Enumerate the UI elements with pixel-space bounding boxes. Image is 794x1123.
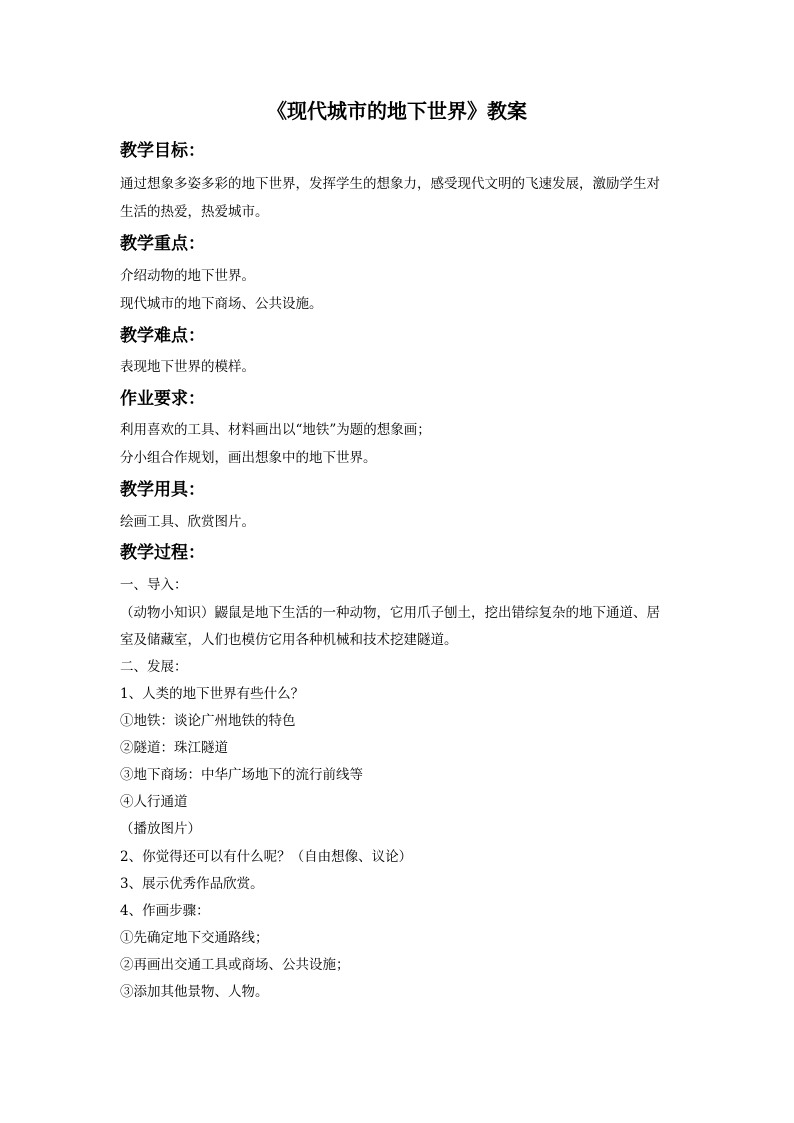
process-line-7: ②隧道：珠江隧道 <box>120 740 228 756</box>
process-line-11: 2、你觉得还可以有什么呢？（自由想像、议论） <box>120 849 413 865</box>
process-line-2: （动物小知识）鼹鼠是地下生活的一种动物，它用爪子刨土，挖出错综复杂的地下通道、居 <box>120 605 660 621</box>
homework-line-1: 利用喜欢的工具、材料画出以“地铁”为题的想象画； <box>120 422 431 438</box>
process-line-4: 二、发展： <box>120 659 188 675</box>
heading-teaching-goals: 教学目标： <box>120 141 205 161</box>
goals-line-1: 通过想象多姿多彩的地下世界，发挥学生的想象力，感受现代文明的飞速发展，激励学生对 <box>120 176 660 192</box>
homework-line-2: 分小组合作规划，画出想象中的地下世界。 <box>120 450 377 466</box>
process-line-5: 1、人类的地下世界有些什么？ <box>120 686 305 702</box>
document-title: 《现代城市的地下世界》教案 <box>267 99 527 123</box>
goals-line-2: 生活的热爱，热爱城市。 <box>120 204 269 220</box>
heading-key-points: 教学重点： <box>120 234 205 254</box>
process-line-13: 4、作画步骤： <box>120 903 210 919</box>
heading-tools: 教学用具： <box>120 480 205 500</box>
process-line-16: ③添加其他景物、人物。 <box>120 984 269 1000</box>
process-line-3: 室及储藏室，人们也模仿它用各种机械和技术挖建隧道。 <box>120 632 458 648</box>
process-line-8: ③地下商场：中华广场地下的流行前线等 <box>120 767 363 783</box>
process-line-14: ①先确定地下交通路线； <box>120 930 269 946</box>
heading-process: 教学过程： <box>120 543 205 563</box>
process-line-1: 一、导入： <box>120 577 188 593</box>
heading-homework: 作业要求： <box>120 389 205 409</box>
heading-difficulties: 教学难点： <box>120 326 205 346</box>
key-points-line-2: 现代城市的地下商场、公共设施。 <box>120 296 323 312</box>
difficulties-line-1: 表现地下世界的模样。 <box>120 359 255 375</box>
key-points-line-1: 介绍动物的地下世界。 <box>120 268 255 284</box>
process-line-15: ②再画出交通工具或商场、公共设施； <box>120 957 350 973</box>
process-line-9: ④人行通道 <box>120 794 188 810</box>
process-line-10: （播放图片） <box>120 821 201 837</box>
process-line-12: 3、展示优秀作品欣赏。 <box>120 876 264 892</box>
tools-line-1: 绘画工具、欣赏图片。 <box>120 514 255 530</box>
process-line-6: ①地铁：谈论广州地铁的特色 <box>120 713 296 729</box>
